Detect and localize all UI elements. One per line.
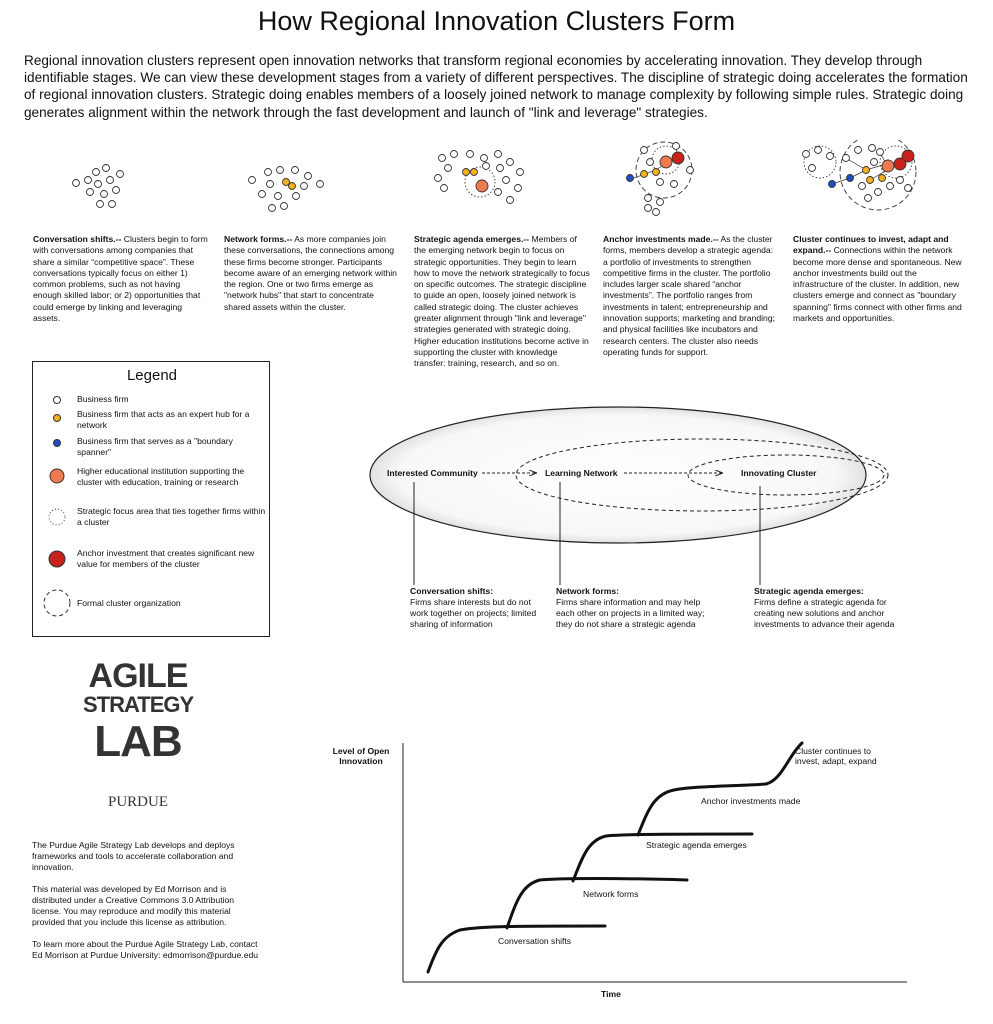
stage-network-illustrations <box>0 140 993 235</box>
blue-circle-icon <box>43 436 73 450</box>
stage-1-network <box>73 165 124 208</box>
red-circle-icon <box>43 548 73 570</box>
stage-2-network <box>249 167 324 212</box>
orange-circle-icon <box>43 466 73 486</box>
label-interested-community: Interested Community <box>387 468 478 478</box>
curve-network <box>507 879 687 929</box>
stage-text-expand: Cluster continues to invest, adapt and expand.-- Connections within the network become more dense and spontaneous. New anchor investments build out the infrastructure of the cluster. In addition, new clusters emerge and connect as "boundary spanning" firms connect with other firms and markets and opportunities. <box>793 234 962 324</box>
stage-text-network: Network forms.-- As more companies join these conversations, the connections among these firms become stronger. Participants become aware of an emerging network within the region. One or two firms emerge as "network hubs" that start to concentrate shared assets within the cluster. <box>224 234 397 312</box>
curve-label-expand: Cluster continues to invest, adapt, expand <box>795 746 877 766</box>
ellipse-diagram <box>360 400 890 600</box>
footer-contact: To learn more about the Purdue Agile Strategy Lab, contact Ed Morrison at Purdue University: edmorrison@purdue.edu <box>32 939 259 960</box>
legend-box: Legend Business firm Business firm that acts as an expert hub for a network Business firm that serves as a "boundary spanner" Higher educational institution supporting the cluster with education, training or research Strategic focus area that ties together firms within a cluster Anchor investment that creates significant new value for members of the cluster Formal cluster organization <box>32 361 270 637</box>
stage-3-network <box>435 151 524 204</box>
footer-license: This material was developed by Ed Morrison and is distributed under a Creative Commons 3.0 Attribution license. You may reproduce and modify this material provided that you include this license as attribution. <box>32 884 235 927</box>
intro-paragraph: Regional innovation clusters represent open innovation networks that transform regional economies by accelerating innovation. They develop through identifiable stages. We can view these development stages from a variety of different perspectives. The discipline of strategic doing accelerates the formation of regional innovation clusters. Strategic doing enables members of a loosely joined network to manage complexity by following simple rules. Strategic doing generates alignment within the network through the fast development and launch of "link and leverage" strategies. <box>24 53 968 120</box>
growth-chart <box>390 740 910 990</box>
page-title: How Regional Innovation Clusters Form <box>257 6 736 36</box>
footer-about: The Purdue Agile Strategy Lab develops and deploys frameworks and tools to accelerate collaboration and innovation. <box>32 840 235 872</box>
purdue-wordmark: PURDUE <box>107 794 168 810</box>
desc-strategic-agenda: Strategic agenda emerges: Firms define a strategic agenda for creating new solutions and anchor investments to advance their agenda <box>754 586 895 629</box>
curve-label-network: Network forms <box>583 889 639 899</box>
stage-5-network <box>803 140 917 210</box>
dotted-circle-icon <box>43 506 73 528</box>
curve-label-agenda: Strategic agenda emerges <box>646 840 747 850</box>
dashed-circle-icon <box>43 588 77 620</box>
x-axis-label: Time <box>601 989 621 999</box>
curve-conversation <box>428 926 605 972</box>
desc-conversation-shifts: Conversation shifts: Firms share interests but do not work together on projects; limited sharing of information <box>410 586 537 629</box>
white-circle-icon <box>43 394 73 408</box>
stage-text-agenda: Strategic agenda emerges.-- Members of the emerging network begin to focus on strategic opportunities. They begin to learn how to move the network strategically to focus on specific outcomes. The strategic discipline to guide an open, loosely joined network is called strategic doing. The cluster achieves greater alignment through "link and leverage" strategies generated with strategic doing. Higher education institutions become active in supporting the cluster with knowledge transfer: training, research, and so on. <box>414 234 590 369</box>
curve-label-anchor: Anchor investments made <box>701 796 801 806</box>
y-axis-label: Level of Open Innovation <box>332 746 390 766</box>
label-learning-network: Learning Network <box>545 468 618 478</box>
legend-title: Legend <box>126 367 178 384</box>
yellow-circle-icon <box>43 409 73 423</box>
stage-text-conversation: Conversation shifts.-- Clusters begin to form with conversations among companies that share a similar “competitive space”. These conversations typically focus on either 1) common problems, such as not having enough skilled labor; or 2) opportunities that could emerge by linking and leveraging assets. <box>33 234 208 324</box>
agile-strategy-lab-logo: AGILE STRATEGY LAB <box>83 657 194 766</box>
curve-label-conversation: Conversation shifts <box>498 936 572 946</box>
stage-4-network <box>627 142 694 216</box>
desc-network-forms: Network forms: Firms share information and may help each other on projects in a limited way; they do not share a strategic agenda <box>556 586 705 629</box>
label-innovating-cluster: Innovating Cluster <box>741 468 817 478</box>
curve-anchor <box>638 784 766 835</box>
stage-text-anchor: Anchor investments made.-- As the cluster forms, members develop a strategic agenda: a portfolio of investments to strengthen competitive firms in the cluster. The portfolio includes larger scale shared “anchor investments”. The portfolio ranges from investments in talent; entrepreneurship and innovation supports; marketing and branding; and physical facilities like incubators and research centers. The cluster also needs operating funds for support. <box>603 234 775 357</box>
